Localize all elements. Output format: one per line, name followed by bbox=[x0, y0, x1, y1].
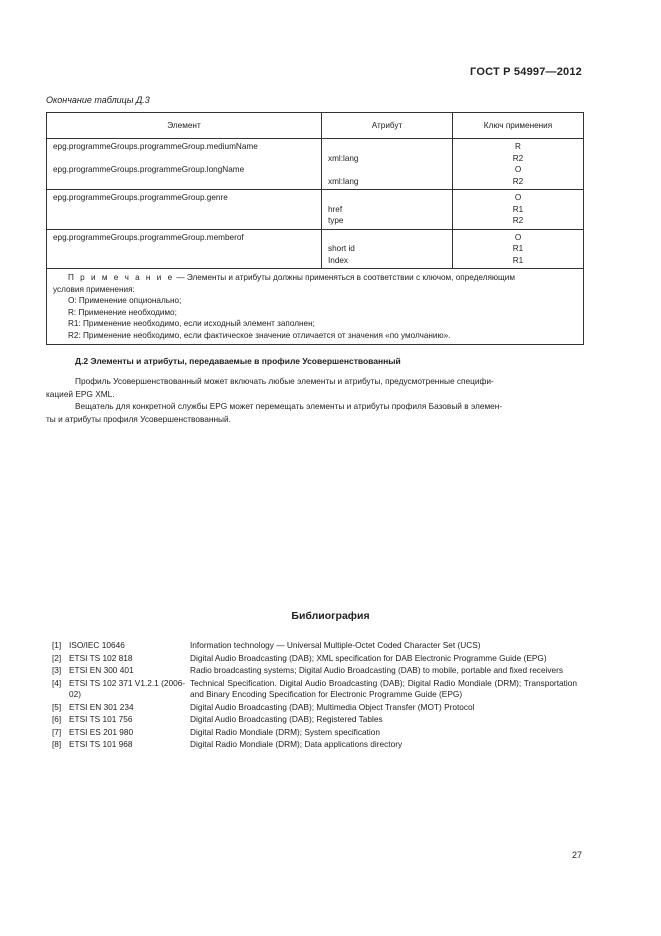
attribute-name bbox=[328, 232, 446, 244]
reference-title: Technical Specification. Digital Audio Broadcasting (DAB); Digital Radio Mondiale (DRM); Transportation and Binary Encoding Specification for Electronic Programme Guide (EPG) bbox=[190, 677, 577, 699]
paragraph-line: Вещатель для конкретной службы EPG может перемещать элементы и атрибуты профиля Базовый в элемен- bbox=[75, 401, 503, 411]
reference-number: [5] bbox=[52, 701, 62, 712]
list-item bbox=[52, 653, 577, 665]
list-item bbox=[52, 665, 577, 677]
column-header-element: Элемент bbox=[47, 113, 322, 139]
element-name bbox=[53, 176, 315, 188]
element-name: epg.programmeGroups.programmeGroup.longName bbox=[53, 165, 245, 174]
attribute-name bbox=[328, 141, 446, 153]
element-name bbox=[53, 255, 315, 267]
key-cell bbox=[453, 139, 584, 190]
element-name: epg.programmeGroups.programmeGroup.mediumName bbox=[53, 142, 258, 151]
bibliography-title: Библиография bbox=[291, 610, 370, 622]
column-header-attribute: Атрибут bbox=[322, 113, 453, 139]
column-header-key: Ключ применения bbox=[453, 113, 584, 139]
table-note-row bbox=[47, 269, 584, 345]
list-item bbox=[52, 739, 577, 751]
paragraph-line: кацией EPG XML. bbox=[46, 388, 115, 399]
element-cell bbox=[47, 190, 322, 230]
reference-title: Digital Audio Broadcasting (DAB); Multimedia Object Transfer (MOT) Protocol bbox=[190, 701, 475, 712]
table-note bbox=[47, 269, 584, 345]
reference-number: [2] bbox=[52, 652, 62, 663]
reference-title: Digital Radio Mondiale (DRM); Data applications directory bbox=[190, 739, 403, 749]
attribute-name: Index bbox=[328, 255, 349, 265]
reference-number: [8] bbox=[52, 739, 62, 749]
reference-code: ETSI TS 102 818 bbox=[69, 652, 133, 663]
attribute-name: short id bbox=[328, 244, 355, 253]
attribute-cell bbox=[322, 229, 453, 269]
reference-code: ETSI TS 101 756 bbox=[69, 714, 133, 724]
bibliography-list bbox=[52, 640, 577, 752]
attribute-name bbox=[328, 164, 446, 176]
element-name bbox=[53, 243, 315, 255]
reference-code: ETSI ES 201 980 bbox=[69, 726, 134, 737]
table-caption: Окончание таблицы Д.3 bbox=[46, 95, 150, 105]
reference-code: ETSI EN 301 234 bbox=[69, 701, 134, 712]
paragraph-line: Профиль Усовершенствованный может включать любые элементы и атрибуты, предусмотренные специфи- bbox=[75, 376, 494, 386]
list-item bbox=[52, 640, 577, 652]
reference-number: [3] bbox=[52, 665, 62, 675]
table-row bbox=[47, 139, 584, 190]
reference-code: ETSI EN 300 401 bbox=[69, 665, 134, 675]
note-first-line bbox=[53, 272, 577, 284]
element-cell bbox=[47, 229, 322, 269]
attribute-name: href bbox=[328, 204, 343, 214]
note-label: П р и м е ч а н и е bbox=[68, 273, 175, 282]
attribute-name bbox=[328, 192, 446, 204]
key-value: R2 bbox=[512, 176, 524, 186]
list-item bbox=[52, 678, 577, 701]
paragraph-line: ты и атрибуты профиля Усовершенствованный. bbox=[46, 413, 231, 424]
reference-number: [7] bbox=[52, 726, 62, 737]
note-item: R2: Применение необходимо, если фактическое значение отличается от значения «по умолчанию». bbox=[68, 330, 451, 340]
reference-code: ISO/IEC 10646 bbox=[69, 640, 125, 650]
attribute-cell bbox=[322, 190, 453, 230]
reference-title: Digital Audio Broadcasting (DAB); Registered Tables bbox=[190, 714, 383, 724]
key-value: R bbox=[515, 142, 521, 151]
reference-number: [4] bbox=[52, 677, 62, 688]
list-item bbox=[52, 727, 577, 739]
paragraph bbox=[46, 400, 584, 425]
reference-number: [6] bbox=[52, 714, 62, 724]
attribute-name: xml:lang bbox=[328, 153, 359, 163]
reference-title: Information technology — Universal Multiple-Octet Coded Character Set (UCS) bbox=[190, 640, 481, 650]
document-code: ГОСТ Р 54997—2012 bbox=[470, 66, 582, 78]
key-value: R2 bbox=[512, 216, 524, 225]
key-cell bbox=[453, 190, 584, 230]
attribute-cell bbox=[322, 139, 453, 190]
attribute-name: type bbox=[328, 216, 344, 225]
key-value: O bbox=[514, 165, 522, 174]
note-item: O: Применение опционально; bbox=[68, 296, 182, 305]
key-value: R1 bbox=[512, 204, 524, 214]
key-value: R2 bbox=[512, 153, 524, 163]
key-value: R1 bbox=[512, 255, 524, 265]
attributes-table bbox=[46, 112, 584, 345]
section-heading: Д.2 Элементы и атрибуты, передаваемые в профиле Усовершенствованный bbox=[75, 356, 401, 366]
table-row bbox=[47, 190, 584, 230]
note-line: условия применения: bbox=[53, 284, 135, 294]
page-number: 27 bbox=[571, 850, 582, 860]
list-item bbox=[52, 714, 577, 726]
key-value: O bbox=[514, 232, 522, 242]
note-text: — Элементы и атрибуты должны применяться в соответствии с ключом, определяющим bbox=[174, 273, 515, 282]
element-name: epg.programmeGroups.programmeGroup.memberof bbox=[53, 232, 244, 242]
paragraph bbox=[46, 375, 584, 400]
reference-title: Digital Radio Mondiale (DRM); System specification bbox=[190, 726, 380, 737]
key-value: O bbox=[514, 193, 522, 202]
element-cell bbox=[47, 139, 322, 190]
element-name bbox=[53, 153, 315, 165]
reference-title: Digital Audio Broadcasting (DAB); XML specification for DAB Electronic Programme Guide (EPG) bbox=[190, 652, 547, 663]
reference-number: [1] bbox=[52, 640, 62, 650]
table-row bbox=[47, 229, 584, 269]
element-name bbox=[53, 204, 315, 216]
reference-code: ETSI TS 102 371 V1.2.1 (2006-02) bbox=[69, 677, 186, 699]
list-item bbox=[52, 702, 577, 714]
key-value: R1 bbox=[512, 244, 524, 253]
note-item: R: Применение необходимо; bbox=[68, 307, 177, 317]
reference-code: ETSI TS 101 968 bbox=[69, 739, 133, 749]
reference-title: Radio broadcasting systems; Digital Audio Broadcasting (DAB) to mobile, portable and fixed receivers bbox=[190, 665, 564, 675]
element-name bbox=[53, 215, 315, 227]
attribute-name: xml:lang bbox=[328, 176, 359, 186]
key-cell bbox=[453, 229, 584, 269]
note-item: R1: Применение необходимо, если исходный элемент заполнен; bbox=[68, 319, 315, 328]
table-header-row bbox=[47, 113, 584, 139]
element-name: epg.programmeGroups.programmeGroup.genre bbox=[53, 193, 228, 202]
